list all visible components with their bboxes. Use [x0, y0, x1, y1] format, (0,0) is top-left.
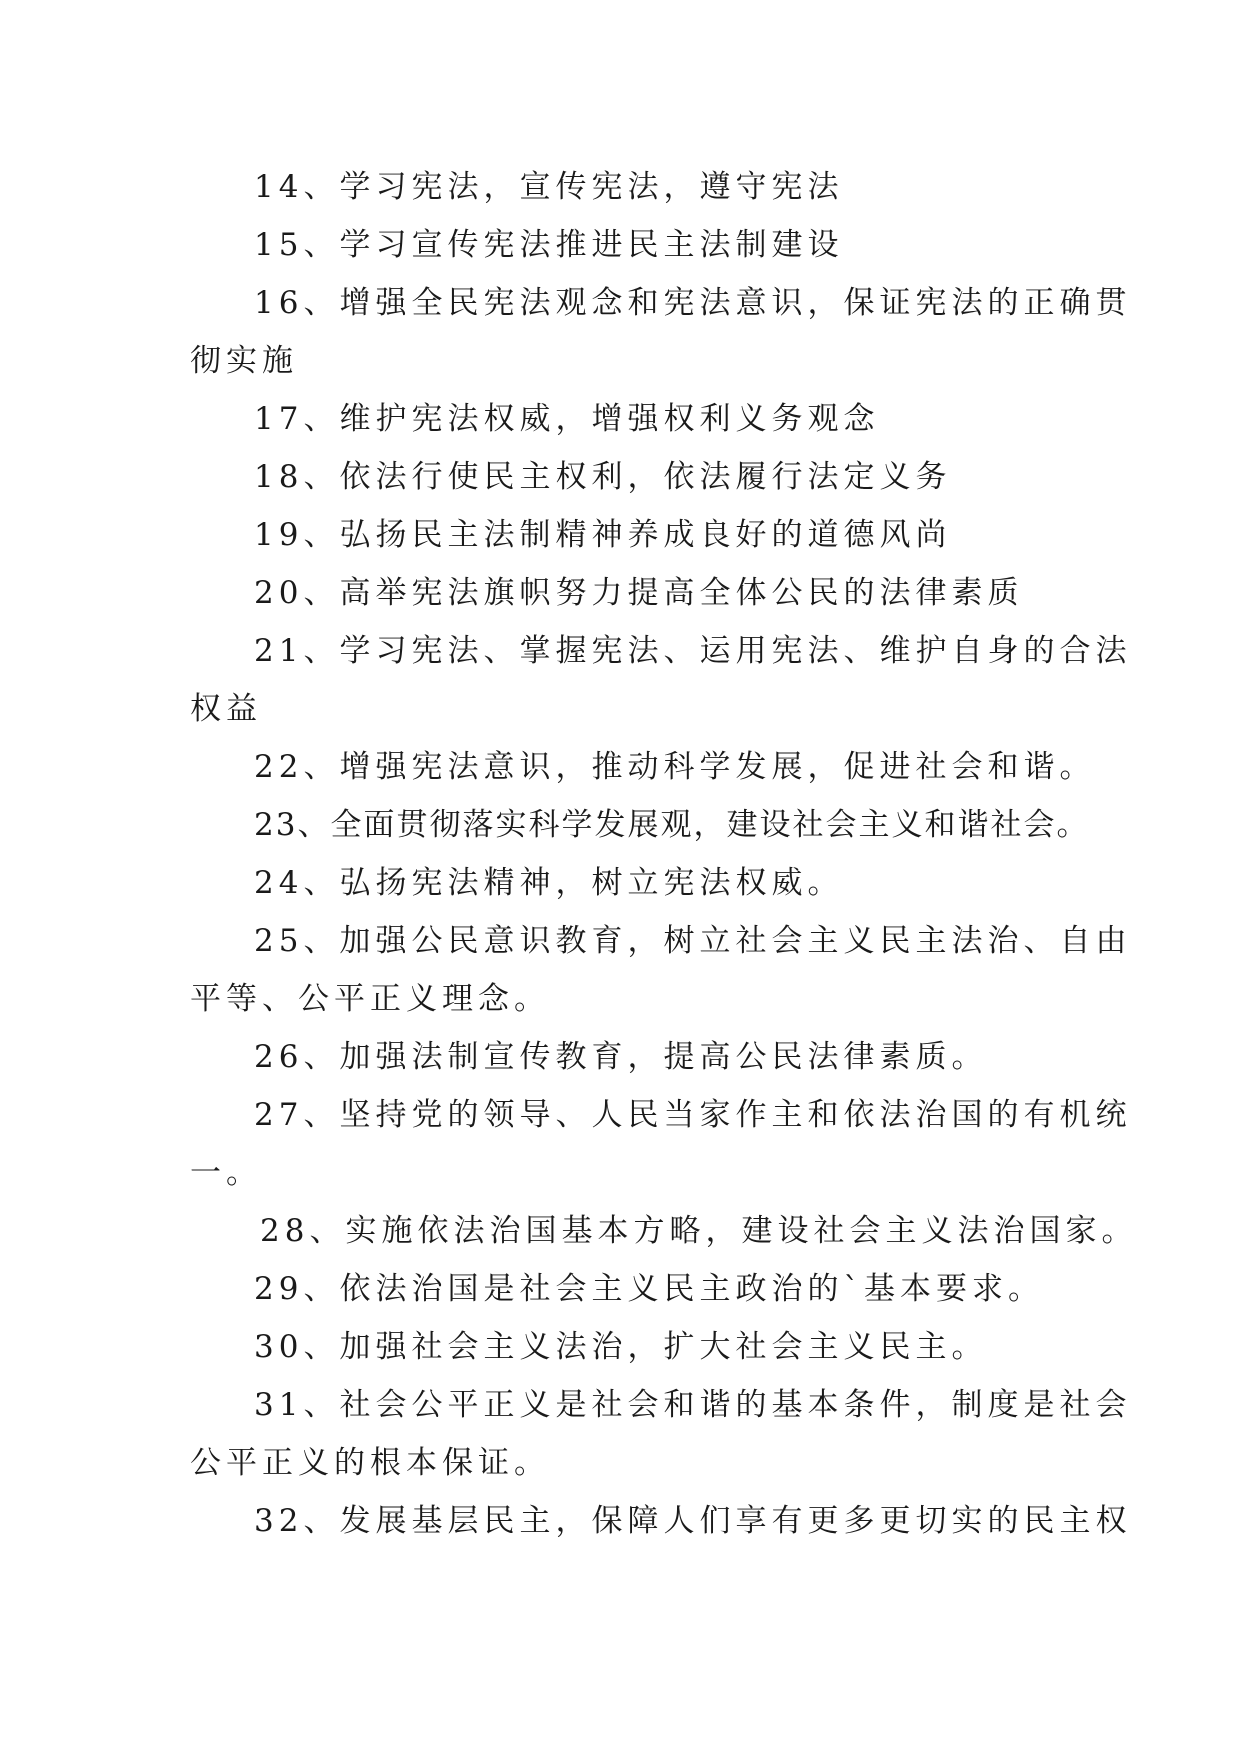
list-item-23: 23、全面贯彻落实科学发展观，建设社会主义和谐社会。: [254, 807, 1090, 843]
list-item-27-continued: 一。: [190, 1155, 262, 1191]
list-item-25: 25、加强公民意识教育，树立社会主义民主法治、自由: [254, 923, 1132, 959]
list-item-16-continued: 彻实施: [190, 343, 298, 379]
list-item-21-continued: 权益: [190, 691, 262, 727]
list-item-21: 21、学习宪法、掌握宪法、运用宪法、维护自身的合法: [254, 633, 1132, 669]
list-item-32: 32、发展基层民主，保障人们享有更多更切实的民主权: [254, 1503, 1132, 1539]
list-item-25-continued: 平等、公平正义理念。: [190, 981, 550, 1017]
list-item-22: 22、增强宪法意识，推动科学发展，促进社会和谐。: [254, 749, 1096, 785]
list-item-17: 17、维护宪法权威，增强权利义务观念: [254, 401, 880, 437]
list-item-14: 14、学习宪法，宣传宪法，遵守宪法: [254, 169, 844, 205]
list-item-18: 18、依法行使民主权利，依法履行法定义务: [254, 459, 952, 495]
list-item-15: 15、学习宣传宪法推进民主法制建设: [254, 227, 844, 263]
list-item-20: 20、高举宪法旗帜努力提高全体公民的法律素质: [254, 575, 1024, 611]
list-item-29: 29、依法治国是社会主义民主政治的`基本要求。: [254, 1271, 1044, 1307]
list-item-31-continued: 公平正义的根本保证。: [190, 1445, 550, 1481]
list-item-19: 19、弘扬民主法制精神养成良好的道德风尚: [254, 517, 952, 553]
list-item-16: 16、增强全民宪法观念和宪法意识，保证宪法的正确贯: [254, 285, 1132, 321]
list-item-30: 30、加强社会主义法治，扩大社会主义民主。: [254, 1329, 988, 1365]
list-item-27: 27、坚持党的领导、人民当家作主和依法治国的有机统: [254, 1097, 1132, 1133]
list-item-26: 26、加强法制宣传教育，提高公民法律素质。: [254, 1039, 988, 1075]
list-item-24: 24、弘扬宪法精神，树立宪法权威。: [254, 865, 844, 901]
list-item-28: 28、实施依法治国基本方略，建设社会主义法治国家。: [260, 1213, 1138, 1249]
document-body: [190, 158, 1138, 1550]
list-item-31: 31、社会公平正义是社会和谐的基本条件，制度是社会: [254, 1387, 1132, 1423]
